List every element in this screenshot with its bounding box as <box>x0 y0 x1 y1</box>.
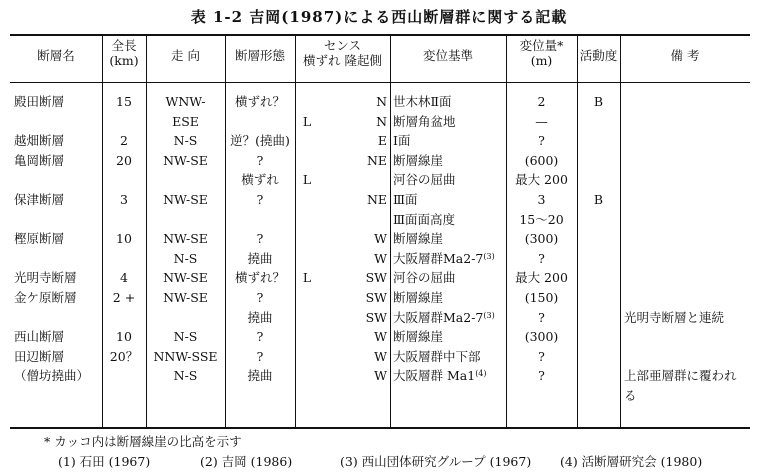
cell-name <box>14 94 100 110</box>
cell-displacement <box>506 329 577 345</box>
cell-name <box>14 231 100 247</box>
header-form: 断層形態 <box>234 48 285 63</box>
cell-form-text: 撓曲 <box>247 368 273 384</box>
header-name: 断層名 <box>37 48 75 63</box>
cell-strike-text: NW-SE <box>163 290 208 305</box>
cell-strike <box>146 94 225 110</box>
cell-form-text: ? <box>256 329 264 345</box>
cell-length-text: 4 <box>120 270 128 286</box>
cell-form <box>225 270 295 286</box>
cell-strike <box>146 251 225 267</box>
cell-form-text: ? <box>256 192 264 207</box>
cell-displacement <box>506 231 577 247</box>
cell-criterion <box>393 270 505 286</box>
header-strike: 走 向 <box>171 48 200 63</box>
cell-displacement <box>506 172 577 188</box>
cell-lateral-text: L <box>302 113 312 129</box>
top-rule <box>10 34 750 36</box>
cell-strike <box>146 290 225 306</box>
cell-lateral-text: L <box>302 172 312 188</box>
cell-activity <box>577 94 620 110</box>
cell-displacement-text: 2 <box>537 94 546 109</box>
cell-upthrown <box>330 270 387 286</box>
cell-form <box>225 290 295 306</box>
col-divider <box>390 34 391 428</box>
cell-upthrown-text: W <box>374 250 387 266</box>
cell-displacement-text: 最大 200 <box>515 270 568 286</box>
header-displacement <box>506 38 577 68</box>
cell-criterion <box>393 290 505 306</box>
cell-strike-text: N-S <box>173 368 198 384</box>
cell-form <box>225 251 295 267</box>
cell-lateral <box>295 172 319 188</box>
cell-upthrown-text: W <box>374 231 387 247</box>
cell-upthrown <box>330 231 387 247</box>
cell-form-text: ? <box>256 290 264 305</box>
cell-form <box>225 349 295 365</box>
reference-2: (2) 吉岡 (1986) <box>200 454 293 469</box>
cell-form-text: 逆？(撓曲) <box>230 133 290 149</box>
cell-name-text: （僧坊撓曲） <box>14 368 90 384</box>
cell-criterion <box>393 94 505 110</box>
cell-remarks <box>624 310 750 326</box>
cell-criterion-text: 河谷の屈曲 <box>393 172 456 188</box>
cell-criterion <box>393 251 505 267</box>
cell-criterion-text: 大阪層群Ma2-7 <box>393 309 484 325</box>
cell-form-text: 撓曲 <box>247 309 273 325</box>
cell-name-text: 光明寺断層 <box>14 270 77 286</box>
cell-name <box>14 192 100 208</box>
cell-displacement <box>506 310 577 326</box>
cell-form <box>225 231 295 247</box>
cell-criterion-text: 世木林Ⅱ面 <box>393 94 452 109</box>
cell-upthrown <box>330 153 387 169</box>
cell-form-text: ? <box>256 348 264 364</box>
footnote: * カッコ内は断層線崖の比高を示す <box>44 434 242 449</box>
cell-criterion <box>393 133 505 149</box>
cell-criterion-text: 断層線崖 <box>393 329 444 345</box>
cell-form-text: 横ずれ？ <box>234 94 285 109</box>
cell-strike-text: N-S <box>173 133 198 149</box>
cell-strike <box>146 349 225 365</box>
cell-form-text: 撓曲 <box>247 250 273 266</box>
cell-name-text: 西山断層 <box>14 329 65 345</box>
cell-criterion-text: 大阪層群Ma2-7 <box>393 250 484 266</box>
cell-upthrown <box>330 251 387 267</box>
cell-displacement-text: — <box>535 113 548 129</box>
cell-displacement <box>506 133 577 149</box>
cell-length <box>102 231 146 247</box>
cell-strike <box>146 231 225 247</box>
header-sense-sub: 横ずれ 隆起側 <box>303 53 382 68</box>
cell-displacement-text: ? <box>538 348 545 364</box>
cell-form <box>225 310 295 326</box>
cell-activity-text: B <box>593 192 604 207</box>
cell-upthrown <box>330 310 387 326</box>
cell-upthrown-text: NE <box>366 192 387 207</box>
cell-upthrown-text: SW <box>365 270 387 286</box>
cell-form-text: ? <box>256 152 264 168</box>
cell-displacement-text: 3 <box>537 192 546 207</box>
cell-displacement <box>506 212 577 228</box>
cell-upthrown <box>330 133 387 149</box>
cell-strike <box>146 153 225 169</box>
cell-displacement <box>506 290 577 306</box>
cell-lateral <box>295 270 319 286</box>
cell-upthrown <box>330 349 387 365</box>
cell-criterion-text: 断層線崖 <box>393 290 444 305</box>
cell-upthrown <box>330 114 387 130</box>
cell-criterion <box>393 231 505 247</box>
cell-criterion <box>393 368 505 384</box>
cell-criterion-text: Ⅰ面 <box>393 133 411 149</box>
cell-criterion <box>393 172 505 188</box>
cell-name <box>14 153 100 169</box>
cell-name-text: 殿田断層 <box>14 94 65 109</box>
cell-name-text: 樫原断層 <box>14 231 65 247</box>
cell-displacement <box>506 153 577 169</box>
cell-strike-text: NW-SE <box>163 192 208 207</box>
cell-form <box>225 133 295 149</box>
cell-length-text: 20 <box>116 152 132 168</box>
cell-displacement <box>506 251 577 267</box>
cell-length-text: 15 <box>116 94 132 109</box>
cell-remarks-text: 光明寺断層と連続 <box>624 309 725 325</box>
cell-form <box>225 329 295 345</box>
cell-form <box>225 368 295 384</box>
cell-strike <box>146 270 225 286</box>
cell-name-text: 金ケ原断層 <box>14 290 77 305</box>
cell-criterion-text: 河谷の屈曲 <box>393 270 456 286</box>
cell-displacement-text: ? <box>538 309 545 325</box>
cell-name <box>14 368 100 384</box>
header-displacement-label: 変位量* <box>519 38 564 53</box>
cell-length <box>102 290 146 306</box>
cell-strike <box>146 368 225 384</box>
cell-criterion <box>393 349 505 365</box>
cell-displacement-text: ? <box>538 133 545 149</box>
header-activity: 活動度 <box>579 48 618 63</box>
cell-length <box>102 192 146 208</box>
cell-displacement <box>506 368 577 384</box>
cell-strike-text: NNW-SSE <box>153 348 218 364</box>
col-divider <box>295 34 296 428</box>
cell-displacement-text: ? <box>538 250 545 266</box>
cell-upthrown-text: NE <box>366 152 387 168</box>
cell-criterion-text: 断層線崖 <box>393 152 444 168</box>
cell-remarks-text: る <box>624 388 637 403</box>
cell-lateral <box>295 114 319 130</box>
cell-criterion <box>393 153 505 169</box>
header-length-label: 全長 <box>111 38 137 53</box>
cell-displacement-text: ? <box>538 368 545 384</box>
cell-strike-text: WNW- <box>165 94 206 109</box>
cell-criterion-text: Ⅲ面 <box>393 192 418 207</box>
cell-form-text: ? <box>256 231 264 247</box>
cell-displacement-text: (150) <box>524 290 559 305</box>
cell-length-text: 2 + <box>112 290 136 305</box>
cell-displacement-text: 15～20 <box>519 211 564 227</box>
cell-length-text: 20？ <box>109 348 139 364</box>
cell-length <box>102 329 146 345</box>
cell-criterion-text: 断層角盆地 <box>393 113 456 129</box>
cell-upthrown-text: SW <box>365 290 387 305</box>
cell-upthrown <box>330 192 387 208</box>
cell-name-text: 越畑断層 <box>14 133 65 149</box>
cell-criterion <box>393 212 505 228</box>
cell-criterion <box>393 114 505 130</box>
cell-strike <box>146 192 225 208</box>
cell-upthrown <box>330 94 387 110</box>
cell-upthrown-text: N <box>376 113 387 129</box>
cell-remarks-text: 上部亜層群に覆われ <box>624 368 737 384</box>
cell-displacement-text: (600) <box>524 152 559 168</box>
table-title: 表 1-2 吉岡(1987)による西山断層群に関する記載 <box>190 8 568 26</box>
cell-length <box>102 94 146 110</box>
cell-displacement-text: (300) <box>524 329 559 345</box>
cell-length <box>102 153 146 169</box>
cell-displacement <box>506 192 577 208</box>
cell-criterion-text: 大阪層群中下部 <box>393 348 481 364</box>
criterion-reference-mark: (3) <box>483 251 495 261</box>
header-displacement-unit: (m) <box>530 53 553 68</box>
reference-1: (1) 石田 (1967) <box>58 454 151 469</box>
cell-form-text: 横ずれ <box>241 172 279 188</box>
cell-form <box>225 192 295 208</box>
cell-upthrown-text: W <box>374 329 387 345</box>
cell-name <box>14 349 100 365</box>
cell-criterion-text: 大阪層群 Ma1 <box>393 368 476 384</box>
cell-criterion-text: Ⅲ面面高度 <box>393 211 456 227</box>
cell-form <box>225 172 295 188</box>
col-divider <box>620 34 621 428</box>
cell-activity-text: B <box>593 94 604 109</box>
cell-length <box>102 133 146 149</box>
cell-upthrown-text: W <box>374 348 387 364</box>
cell-upthrown-text: W <box>374 368 387 384</box>
cell-strike <box>146 329 225 345</box>
cell-form <box>225 153 295 169</box>
cell-remarks <box>624 388 750 404</box>
cell-displacement-text: 最大 200 <box>515 172 568 188</box>
cell-activity <box>577 192 620 208</box>
cell-strike-text: NW-SE <box>163 231 208 247</box>
cell-name-text: 保津断層 <box>14 192 65 207</box>
header-remarks: 備 考 <box>670 48 700 63</box>
cell-upthrown <box>330 290 387 306</box>
header-sense <box>295 38 390 68</box>
header-criterion: 変位基準 <box>422 48 473 63</box>
cell-criterion-text: 断層線崖 <box>393 231 444 247</box>
cell-upthrown-text: E <box>377 133 387 149</box>
header-length-unit: (km) <box>109 53 139 68</box>
cell-upthrown <box>330 368 387 384</box>
reference-4: (4) 活断層研究会 (1980) <box>560 454 703 469</box>
cell-displacement-text: (300) <box>524 231 559 247</box>
cell-length <box>102 349 146 365</box>
cell-strike-text: N-S <box>173 329 198 345</box>
cell-name <box>14 329 100 345</box>
cell-length-text: 10 <box>116 231 132 247</box>
cell-form <box>225 94 295 110</box>
cell-upthrown-text: SW <box>365 309 387 325</box>
cell-strike-text: NW-SE <box>163 152 208 168</box>
header-length <box>102 38 146 68</box>
cell-name <box>14 133 100 149</box>
cell-name <box>14 270 100 286</box>
cell-strike-text: ESE <box>172 113 199 129</box>
cell-length-text: 10 <box>116 329 132 345</box>
cell-name <box>14 290 100 306</box>
cell-criterion <box>393 329 505 345</box>
cell-length <box>102 270 146 286</box>
cell-upthrown-text: N <box>376 94 387 109</box>
criterion-reference-mark: (4) <box>475 369 487 379</box>
header-sense-label: センス <box>323 38 362 53</box>
criterion-reference-mark: (3) <box>483 310 495 320</box>
cell-strike-text: NW-SE <box>163 270 208 286</box>
cell-form-text: 横ずれ？ <box>234 270 285 286</box>
cell-name-text: 亀岡断層 <box>14 152 65 168</box>
reference-3: (3) 西山団体研究グループ (1967) <box>340 454 532 469</box>
cell-length-text: 2 <box>120 133 128 149</box>
cell-displacement <box>506 114 577 130</box>
bottom-rule <box>10 427 750 429</box>
cell-displacement <box>506 94 577 110</box>
cell-strike <box>146 114 225 130</box>
cell-name-text: 田辺断層 <box>14 348 65 364</box>
cell-remarks <box>624 368 750 384</box>
cell-strike <box>146 133 225 149</box>
cell-criterion <box>393 310 505 326</box>
cell-criterion <box>393 192 505 208</box>
header-rule <box>10 82 750 83</box>
cell-strike-text: N-S <box>173 250 198 266</box>
cell-lateral-text: L <box>302 270 312 286</box>
cell-displacement <box>506 349 577 365</box>
cell-displacement <box>506 270 577 286</box>
cell-length-text: 3 <box>120 192 128 207</box>
cell-upthrown <box>330 329 387 345</box>
